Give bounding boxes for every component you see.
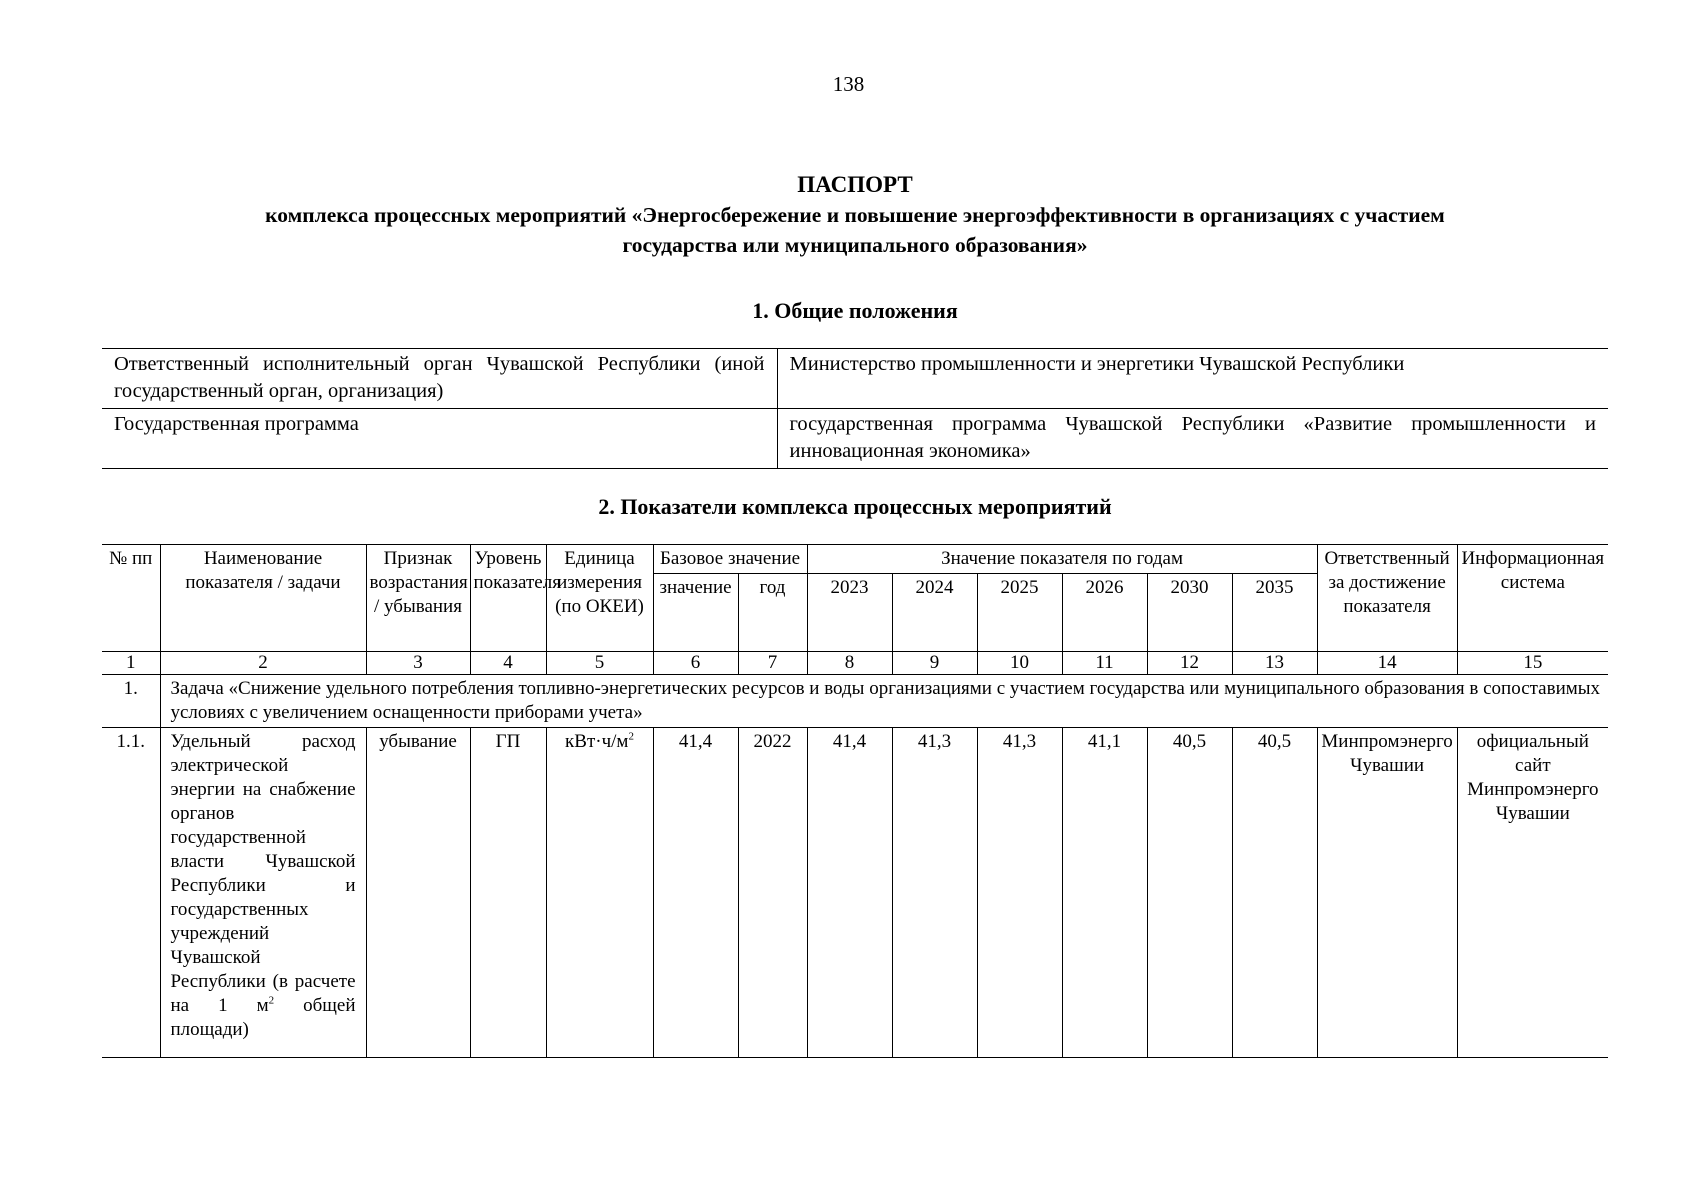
indicator-name-tail: общей площади) [170, 995, 356, 1040]
header-row [102, 545, 1608, 574]
page-number: 138 [832, 72, 865, 96]
responsible: Минпромэнерго Чувашии [1317, 728, 1457, 1058]
task-row [102, 675, 1608, 728]
column-number: 11 [1062, 652, 1147, 675]
base-year: 2022 [738, 728, 807, 1058]
task-number: 1. [102, 675, 160, 728]
row-value: государственная программа Чувашской Республики «Развитие промышленности и инновационная экономика» [777, 409, 1608, 469]
column-number: 13 [1232, 652, 1317, 675]
section-1-heading: 1. Общие положения [752, 298, 958, 323]
indicator-name-text: Удельный расход электрической энергии на снабжение органов государственной власти Чувашской Республики и государственных учреждений Чувашской Республики (в расчете на 1 м [170, 731, 356, 1016]
column-number: 10 [977, 652, 1062, 675]
row-label: Государственная программа [102, 409, 777, 469]
info-system: официальный сайт Минпромэнерго Чувашии [1457, 728, 1608, 1058]
row-value: Министерство промышленности и энергетики Чувашской Республики [777, 349, 1608, 409]
header-unit: Единица измерения (по ОКЕИ) [546, 545, 653, 652]
base-value: 41,4 [653, 728, 738, 1058]
header-base-year: год [738, 574, 807, 652]
task-text: Задача «Снижение удельного потребления топливно-энергетических ресурсов и воды организациями с участием государства или муниципального образования в сопоставимых условиях с увеличением оснащенности приборами учета» [160, 675, 1608, 728]
title-main: ПАСПОРТ [797, 172, 913, 197]
indicator-level: ГП [470, 728, 546, 1058]
unit-sup: 2 [628, 730, 634, 743]
header-year: 2025 [977, 574, 1062, 652]
column-number: 4 [470, 652, 546, 675]
column-number: 9 [892, 652, 977, 675]
column-number: 6 [653, 652, 738, 675]
column-number: 12 [1147, 652, 1232, 675]
header-year: 2026 [1062, 574, 1147, 652]
year-value: 41,1 [1062, 728, 1147, 1058]
year-value: 41,3 [977, 728, 1062, 1058]
header-no: № пп [102, 545, 160, 652]
table-row [102, 728, 1608, 1058]
column-number: 1 [102, 652, 160, 675]
year-value: 40,5 [1147, 728, 1232, 1058]
column-number: 15 [1457, 652, 1608, 675]
title-line-2: государства или муниципального образования» [622, 233, 1088, 257]
column-number: 7 [738, 652, 807, 675]
indicators-table [102, 544, 1608, 1058]
header-name: Наименование показателя / задачи [160, 545, 366, 652]
indicator-trend: убывание [366, 728, 470, 1058]
header-year: 2023 [807, 574, 892, 652]
table-row [102, 409, 1608, 469]
header-year: 2024 [892, 574, 977, 652]
column-number: 14 [1317, 652, 1457, 675]
document-title [100, 170, 1610, 260]
year-value: 40,5 [1232, 728, 1317, 1058]
column-number: 3 [366, 652, 470, 675]
indicator-name-sup: 2 [268, 994, 275, 1007]
header-responsible: Ответственный за достижение показателя [1317, 545, 1457, 652]
row-label: Ответственный исполнительный орган Чувашской Республики (иной государственный орган, организация) [102, 349, 777, 409]
column-number: 5 [546, 652, 653, 675]
header-year: 2030 [1147, 574, 1232, 652]
header-trend: Признак возрастания / убывания [366, 545, 470, 652]
section-2-heading: 2. Показатели комплекса процессных мероприятий [598, 494, 1112, 519]
header-base: Базовое значение [653, 545, 807, 574]
year-value: 41,4 [807, 728, 892, 1058]
column-numbers-row [102, 652, 1608, 675]
row-number: 1.1. [102, 728, 160, 1058]
indicator-name [160, 728, 366, 1058]
header-level: Уровень показателя [470, 545, 546, 652]
header-info-system: Информационная система [1457, 545, 1608, 652]
header-year: 2035 [1232, 574, 1317, 652]
general-provisions-table [102, 348, 1608, 469]
table-row [102, 349, 1608, 409]
year-value: 41,3 [892, 728, 977, 1058]
unit-text: кВт·ч/м [565, 731, 629, 752]
header-base-value: значение [653, 574, 738, 652]
title-line-1: комплекса процессных мероприятий «Энергосбережение и повышение энергоэффективности в организациях с участием [265, 203, 1445, 227]
indicator-unit [546, 728, 653, 1058]
column-number: 2 [160, 652, 366, 675]
header-years-group: Значение показателя по годам [807, 545, 1317, 574]
column-number: 8 [807, 652, 892, 675]
